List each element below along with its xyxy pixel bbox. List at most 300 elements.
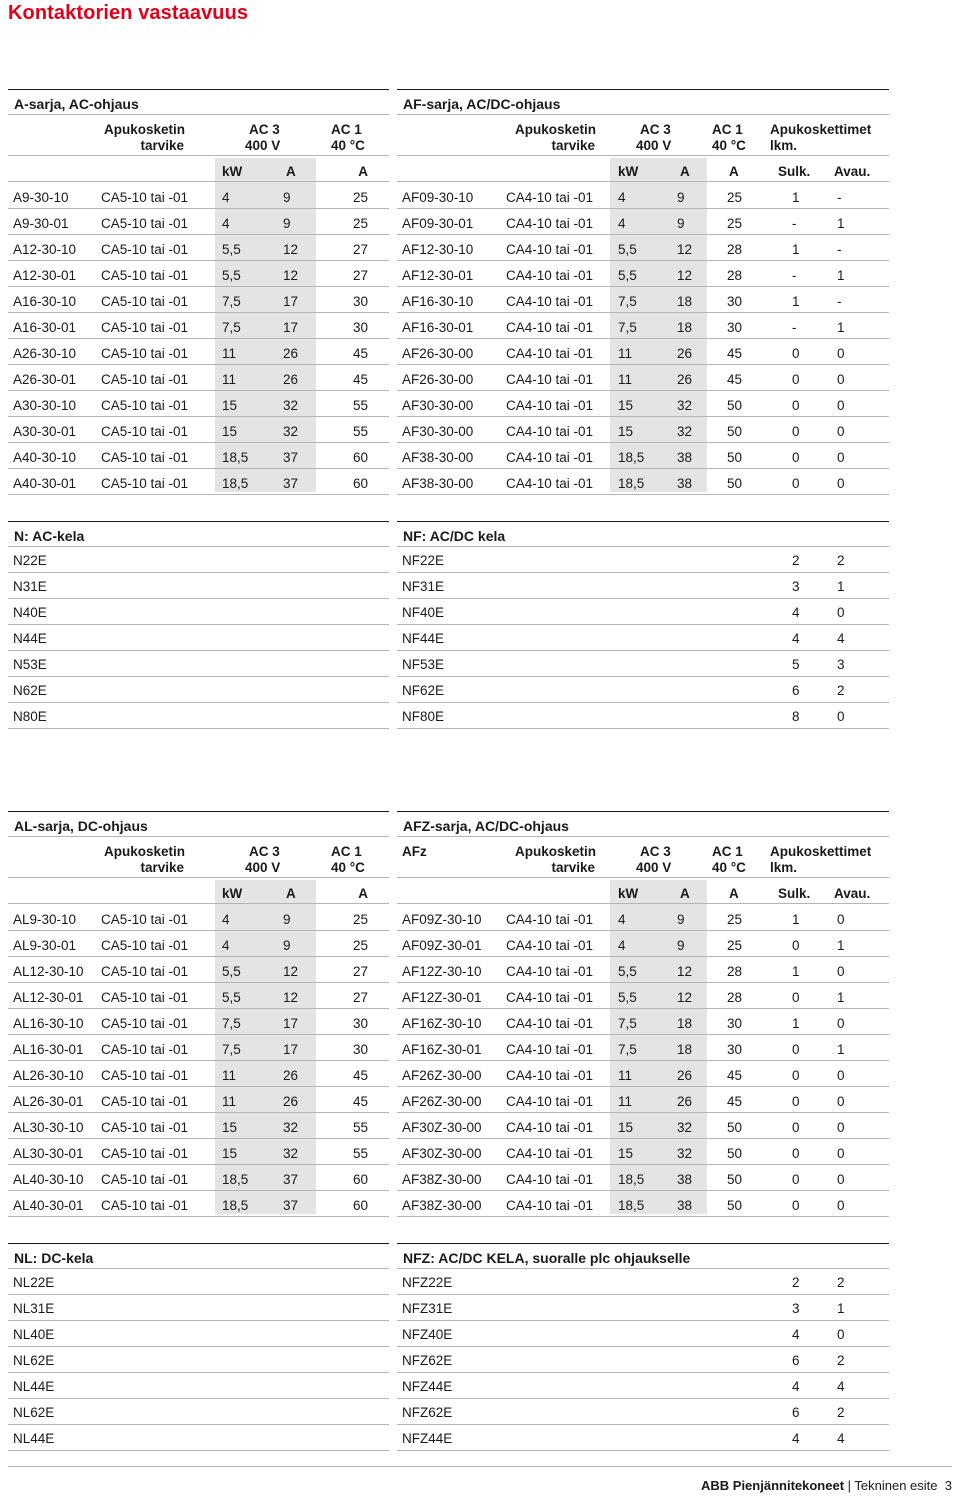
ac1-current-a: 27 xyxy=(352,268,368,283)
ac3-power-kw: 5,5 xyxy=(618,242,637,257)
ac1-current-a: 25 xyxy=(352,912,368,927)
contactor-type: A9-30-01 xyxy=(13,216,69,231)
coil-type: N22E xyxy=(13,553,47,568)
ac3-current-a: 26 xyxy=(677,1068,693,1083)
ac3-current-a: 12 xyxy=(283,964,299,979)
aux-opening-count: 1 xyxy=(837,1042,845,1057)
aux-opening-count: 0 xyxy=(837,1094,845,1109)
header-aux-2: tarvike xyxy=(140,860,184,875)
aux-closing-count: 0 xyxy=(792,1172,800,1187)
aux-opening-count: - xyxy=(837,190,842,205)
row-divider xyxy=(397,1164,889,1165)
unit-ac1-a: A xyxy=(729,164,739,179)
ac3-current-a: 12 xyxy=(677,242,693,257)
header-ac3-2: 400 V xyxy=(245,138,281,153)
aux-opening-count: 0 xyxy=(837,450,845,465)
ac1-current-a: 45 xyxy=(727,372,743,387)
ac3-power-kw: 7,5 xyxy=(222,320,241,335)
ac3-current-a: 38 xyxy=(677,1198,693,1213)
aux-contact-accessory: CA5-10 tai -01 xyxy=(101,450,189,465)
ac3-current-a: 32 xyxy=(283,1146,299,1161)
coil-opening-count: 2 xyxy=(837,1405,845,1420)
section-title: AFZ-sarja, AC/DC-ohjaus xyxy=(397,811,889,837)
ac3-power-kw: 5,5 xyxy=(618,268,637,283)
ac1-current-a: 30 xyxy=(352,1016,368,1031)
ac3-power-kw: 18,5 xyxy=(222,1198,249,1213)
section-title: NF: AC/DC kela xyxy=(397,521,889,547)
unit-kw: kW xyxy=(222,886,243,901)
ac1-current-a: 60 xyxy=(352,1198,368,1213)
coil-opening-count: 0 xyxy=(837,1327,845,1342)
footer-document: Tekninen esite xyxy=(854,1478,938,1493)
row-divider xyxy=(397,364,889,365)
coil-opening-count: 3 xyxy=(837,657,845,672)
ac3-power-kw: 11 xyxy=(222,1094,237,1109)
aux-contact-accessory: CA5-10 tai -01 xyxy=(101,1068,189,1083)
ac3-current-a: 17 xyxy=(283,1042,299,1057)
coil-type: NFZ44E xyxy=(402,1379,453,1394)
header-count-1: Apukoskettimet xyxy=(770,844,872,859)
aux-contact-accessory: CA4-10 tai -01 xyxy=(506,1094,594,1109)
row-divider xyxy=(8,1086,389,1087)
aux-opening-count: 0 xyxy=(837,346,845,361)
header-ac1-2: 40 °C xyxy=(712,860,746,875)
aux-contact-accessory: CA4-10 tai -01 xyxy=(506,268,594,283)
row-divider xyxy=(8,208,389,209)
row-divider xyxy=(397,468,889,469)
ac1-current-a: 25 xyxy=(727,216,743,231)
aux-closing-count: 0 xyxy=(792,424,800,439)
ac3-power-kw: 11 xyxy=(618,1068,633,1083)
header-ac3-1: AC 3 xyxy=(640,122,671,137)
header-aux-1: Apukosketin xyxy=(104,844,186,859)
ac1-current-a: 55 xyxy=(352,398,368,413)
ac3-current-a: 38 xyxy=(677,476,693,491)
coil-opening-count: 0 xyxy=(837,709,845,724)
ac3-power-kw: 15 xyxy=(222,1120,238,1135)
row-divider xyxy=(397,1346,889,1347)
ac3-current-a: 9 xyxy=(283,938,291,953)
row-divider xyxy=(397,1372,889,1373)
aux-opening-count: 0 xyxy=(837,1120,845,1135)
coil-closing-count: 4 xyxy=(792,1431,800,1446)
coil-type: NL31E xyxy=(13,1301,55,1316)
row-divider xyxy=(8,364,389,365)
contactor-type: AL12-30-01 xyxy=(13,990,84,1005)
aux-contact-accessory: CA4-10 tai -01 xyxy=(506,1172,594,1187)
row-divider xyxy=(8,260,389,261)
ac3-power-kw: 18,5 xyxy=(222,476,249,491)
row-divider xyxy=(8,1008,389,1009)
row-divider xyxy=(397,676,889,677)
aux-closing-count: - xyxy=(792,216,797,231)
header-ac3-1: AC 3 xyxy=(640,844,671,859)
ac3-power-kw: 7,5 xyxy=(222,1042,241,1057)
aux-contact-accessory: CA5-10 tai -01 xyxy=(101,1042,189,1057)
ac3-current-a: 38 xyxy=(677,1172,693,1187)
header-name: AFz xyxy=(402,844,427,859)
contactor-type: A30-30-10 xyxy=(13,398,77,413)
row-divider xyxy=(8,1034,389,1035)
unit-ac3-a: A xyxy=(680,164,690,179)
row-divider xyxy=(397,338,889,339)
header-ac1-2: 40 °C xyxy=(331,860,365,875)
aux-contact-accessory: CA5-10 tai -01 xyxy=(101,372,189,387)
ac3-power-kw: 4 xyxy=(618,216,626,231)
aux-contact-accessory: CA4-10 tai -01 xyxy=(506,1146,594,1161)
coil-type: NL40E xyxy=(13,1327,55,1342)
contactor-type: AL40-30-10 xyxy=(13,1172,84,1187)
contactor-type: AF12-30-10 xyxy=(402,242,474,257)
aux-contact-accessory: CA4-10 tai -01 xyxy=(506,1120,594,1135)
row-divider xyxy=(8,181,389,182)
row-divider xyxy=(8,598,389,599)
ac3-power-kw: 18,5 xyxy=(618,476,645,491)
ac3-power-kw: 7,5 xyxy=(618,294,637,309)
ac3-current-a: 12 xyxy=(677,990,693,1005)
unit-ac1-a: A xyxy=(358,886,368,901)
row-divider xyxy=(397,982,889,983)
ac3-current-a: 32 xyxy=(677,1146,693,1161)
coil-type: NL62E xyxy=(13,1405,55,1420)
unit-kw: kW xyxy=(618,164,639,179)
ac1-current-a: 27 xyxy=(352,964,368,979)
aux-opening-count: 0 xyxy=(837,1146,845,1161)
aux-opening-count: 0 xyxy=(837,1198,845,1213)
aux-contact-accessory: CA5-10 tai -01 xyxy=(101,476,189,491)
row-divider xyxy=(397,1294,889,1295)
coil-type: NL44E xyxy=(13,1379,55,1394)
coil-opening-count: 4 xyxy=(837,1379,845,1394)
row-divider xyxy=(8,1320,389,1321)
ac3-power-kw: 7,5 xyxy=(222,1016,241,1031)
coil-type: NF62E xyxy=(402,683,445,698)
contactor-type: AF09Z-30-01 xyxy=(402,938,482,953)
aux-opening-count: 1 xyxy=(837,990,845,1005)
row-divider xyxy=(397,155,889,156)
aux-closing-count: 0 xyxy=(792,398,800,413)
contactor-type: AF16Z-30-10 xyxy=(402,1016,482,1031)
coil-closing-count: 6 xyxy=(792,1405,800,1420)
ac3-power-kw: 11 xyxy=(618,346,633,361)
ac3-current-a: 37 xyxy=(283,450,299,465)
aux-opening-count: 0 xyxy=(837,912,845,927)
footer-brand: ABB Pienjännitekoneet xyxy=(701,1478,845,1493)
aux-contact-accessory: CA4-10 tai -01 xyxy=(506,1042,594,1057)
aux-contact-accessory: CA5-10 tai -01 xyxy=(101,294,189,309)
ac3-power-kw: 15 xyxy=(222,398,238,413)
ac1-current-a: 60 xyxy=(352,1172,368,1187)
ac1-current-a: 45 xyxy=(352,346,368,361)
coil-type: N40E xyxy=(13,605,47,620)
row-divider xyxy=(8,650,389,651)
aux-opening-count: 1 xyxy=(837,938,845,953)
coil-opening-count: 4 xyxy=(837,631,845,646)
row-divider xyxy=(8,956,389,957)
ac1-current-a: 45 xyxy=(352,1094,368,1109)
coil-type: NL44E xyxy=(13,1431,55,1446)
a-series-table xyxy=(8,89,389,497)
row-divider xyxy=(397,312,889,313)
contactor-type: AL30-30-10 xyxy=(13,1120,84,1135)
aux-opening-count: 1 xyxy=(837,268,845,283)
contactor-type: AF26Z-30-00 xyxy=(402,1068,482,1083)
aux-opening-count: 0 xyxy=(837,1068,845,1083)
aux-closing-count: 0 xyxy=(792,1094,800,1109)
aux-opening-count: 0 xyxy=(837,964,845,979)
contactor-type: AF26Z-30-00 xyxy=(402,1094,482,1109)
header-aux-1: Apukosketin xyxy=(104,122,186,137)
row-divider xyxy=(397,442,889,443)
aux-closing-count: 1 xyxy=(792,242,800,257)
coil-type: NFZ62E xyxy=(402,1353,453,1368)
aux-contact-accessory: CA4-10 tai -01 xyxy=(506,294,594,309)
contactor-type: AF26-30-00 xyxy=(402,372,474,387)
contactor-type: A40-30-01 xyxy=(13,476,77,491)
coil-opening-count: 2 xyxy=(837,1275,845,1290)
row-divider xyxy=(8,930,389,931)
ac1-current-a: 25 xyxy=(352,216,368,231)
contactor-type: AF12Z-30-01 xyxy=(402,990,482,1005)
page-footer xyxy=(701,1478,952,1493)
ac3-current-a: 32 xyxy=(283,1120,299,1135)
ac3-power-kw: 5,5 xyxy=(222,964,241,979)
row-divider xyxy=(8,702,389,703)
row-divider xyxy=(397,416,889,417)
unit-kw: kW xyxy=(618,886,639,901)
ac1-current-a: 55 xyxy=(352,424,368,439)
row-divider xyxy=(397,702,889,703)
header-count-2: lkm. xyxy=(770,138,798,153)
contactor-type: AF38Z-30-00 xyxy=(402,1172,482,1187)
ac3-power-kw: 5,5 xyxy=(618,990,637,1005)
row-divider xyxy=(8,1424,389,1425)
unit-closing: Sulk. xyxy=(778,164,811,179)
ac1-current-a: 50 xyxy=(727,450,743,465)
footer-separator: | xyxy=(844,1478,855,1493)
contactor-type: A26-30-01 xyxy=(13,372,77,387)
aux-contact-accessory: CA4-10 tai -01 xyxy=(506,346,594,361)
header-ac3-1: AC 3 xyxy=(249,844,280,859)
row-divider xyxy=(397,728,889,729)
coil-type: NF22E xyxy=(402,553,445,568)
coil-type: NL22E xyxy=(13,1275,55,1290)
ac3-current-a: 9 xyxy=(283,912,291,927)
aux-opening-count: - xyxy=(837,294,842,309)
section-title: NFZ: AC/DC KELA, suoralle plc ohjaukselle xyxy=(397,1243,889,1269)
header-ac3-2: 400 V xyxy=(636,138,672,153)
row-divider xyxy=(8,494,389,495)
row-divider xyxy=(8,155,389,156)
row-divider xyxy=(8,442,389,443)
ac3-power-kw: 15 xyxy=(618,1120,634,1135)
aux-contact-accessory: CA5-10 tai -01 xyxy=(101,398,189,413)
contactor-type: A9-30-10 xyxy=(13,190,69,205)
row-divider xyxy=(8,1190,389,1191)
row-divider xyxy=(397,234,889,235)
row-divider xyxy=(397,181,889,182)
row-divider xyxy=(8,1450,389,1451)
contactor-type: AF16-30-01 xyxy=(402,320,474,335)
contactor-type: AF12Z-30-10 xyxy=(402,964,482,979)
ac3-current-a: 9 xyxy=(677,938,685,953)
ac1-current-a: 30 xyxy=(727,320,743,335)
contactor-type: AF09-30-01 xyxy=(402,216,474,231)
aux-closing-count: 1 xyxy=(792,964,800,979)
aux-contact-accessory: CA4-10 tai -01 xyxy=(506,242,594,257)
coil-type: NF53E xyxy=(402,657,445,672)
ac3-current-a: 26 xyxy=(283,372,299,387)
contactor-type: AL16-30-10 xyxy=(13,1016,84,1031)
contactor-type: AF16Z-30-01 xyxy=(402,1042,482,1057)
ac3-current-a: 18 xyxy=(677,1042,693,1057)
aux-contact-accessory: CA5-10 tai -01 xyxy=(101,346,189,361)
ac3-current-a: 12 xyxy=(283,242,299,257)
aux-opening-count: 1 xyxy=(837,216,845,231)
ac3-power-kw: 11 xyxy=(222,372,237,387)
row-divider xyxy=(8,572,389,573)
aux-closing-count: 0 xyxy=(792,1068,800,1083)
contactor-type: AL16-30-01 xyxy=(13,1042,84,1057)
aux-closing-count: 0 xyxy=(792,938,800,953)
ac3-power-kw: 4 xyxy=(222,190,230,205)
aux-closing-count: - xyxy=(792,268,797,283)
coil-opening-count: 2 xyxy=(837,683,845,698)
header-count-2: lkm. xyxy=(770,860,798,875)
ac1-current-a: 28 xyxy=(727,964,743,979)
coil-closing-count: 4 xyxy=(792,605,800,620)
contactor-type: A12-30-10 xyxy=(13,242,77,257)
ac1-current-a: 25 xyxy=(352,938,368,953)
header-ac1-1: AC 1 xyxy=(712,122,743,137)
row-divider xyxy=(397,572,889,573)
ac3-power-kw: 11 xyxy=(222,346,237,361)
contactor-type: A40-30-10 xyxy=(13,450,77,465)
ac1-current-a: 25 xyxy=(352,190,368,205)
row-divider xyxy=(397,930,889,931)
aux-closing-count: 0 xyxy=(792,450,800,465)
contactor-type: AL9-30-10 xyxy=(13,912,77,927)
aux-contact-accessory: CA4-10 tai -01 xyxy=(506,938,594,953)
al-series-table xyxy=(8,811,389,1219)
ac3-current-a: 18 xyxy=(677,320,693,335)
row-divider xyxy=(397,1060,889,1061)
row-divider xyxy=(8,1346,389,1347)
aux-opening-count: 0 xyxy=(837,1016,845,1031)
coil-type: NFZ62E xyxy=(402,1405,453,1420)
contactor-type: A16-30-10 xyxy=(13,294,77,309)
contactor-type: AF38Z-30-00 xyxy=(402,1198,482,1213)
coil-closing-count: 3 xyxy=(792,1301,800,1316)
aux-contact-accessory: CA5-10 tai -01 xyxy=(101,216,189,231)
aux-contact-accessory: CA4-10 tai -01 xyxy=(506,190,594,205)
ac3-current-a: 17 xyxy=(283,294,299,309)
ac1-current-a: 25 xyxy=(727,190,743,205)
unit-ac3-a: A xyxy=(286,886,296,901)
ac3-power-kw: 15 xyxy=(222,424,238,439)
section-title: N: AC-kela xyxy=(8,521,389,547)
row-divider xyxy=(8,1164,389,1165)
aux-contact-accessory: CA5-10 tai -01 xyxy=(101,242,189,257)
unit-opening: Avau. xyxy=(834,886,871,901)
ac3-power-kw: 7,5 xyxy=(222,294,241,309)
ac3-power-kw: 4 xyxy=(618,912,626,927)
ac3-current-a: 9 xyxy=(283,216,291,231)
contactor-type: AF30Z-30-00 xyxy=(402,1120,482,1135)
aux-contact-accessory: CA5-10 tai -01 xyxy=(101,424,189,439)
ac3-power-kw: 18,5 xyxy=(618,450,645,465)
ac3-current-a: 9 xyxy=(677,912,685,927)
contactor-type: AF30-30-00 xyxy=(402,424,474,439)
aux-closing-count: 0 xyxy=(792,346,800,361)
ac1-current-a: 45 xyxy=(727,346,743,361)
aux-closing-count: 1 xyxy=(792,190,800,205)
contactor-type: AF09Z-30-10 xyxy=(402,912,482,927)
row-divider xyxy=(397,286,889,287)
aux-opening-count: 0 xyxy=(837,424,845,439)
header-count-1: Apukoskettimet xyxy=(770,122,872,137)
contactor-type: AL40-30-01 xyxy=(13,1198,84,1213)
aux-opening-count: - xyxy=(837,242,842,257)
row-divider xyxy=(397,1190,889,1191)
row-divider xyxy=(8,1216,389,1217)
ac1-current-a: 45 xyxy=(352,1068,368,1083)
unit-closing: Sulk. xyxy=(778,886,811,901)
aux-contact-accessory: CA5-10 tai -01 xyxy=(101,1094,189,1109)
aux-closing-count: 0 xyxy=(792,990,800,1005)
ac1-current-a: 28 xyxy=(727,990,743,1005)
ac3-power-kw: 7,5 xyxy=(618,320,637,335)
unit-ac3-a: A xyxy=(286,164,296,179)
row-divider xyxy=(397,1034,889,1035)
ac3-current-a: 37 xyxy=(283,1198,299,1213)
aux-contact-accessory: CA4-10 tai -01 xyxy=(506,476,594,491)
row-divider xyxy=(397,1398,889,1399)
row-divider xyxy=(8,1112,389,1113)
header-aux-2: tarvike xyxy=(551,138,595,153)
ac3-power-kw: 5,5 xyxy=(222,268,241,283)
ac1-current-a: 25 xyxy=(727,912,743,927)
coil-closing-count: 4 xyxy=(792,1327,800,1342)
ac1-current-a: 60 xyxy=(352,450,368,465)
header-aux-2: tarvike xyxy=(140,138,184,153)
ac1-current-a: 50 xyxy=(727,476,743,491)
coil-type: N44E xyxy=(13,631,47,646)
ac1-current-a: 30 xyxy=(727,1016,743,1031)
unit-ac1-a: A xyxy=(358,164,368,179)
header-ac3-2: 400 V xyxy=(636,860,672,875)
ac3-current-a: 18 xyxy=(677,1016,693,1031)
header-aux-1: Apukosketin xyxy=(515,122,597,137)
ac3-power-kw: 4 xyxy=(222,938,230,953)
ac3-current-a: 32 xyxy=(283,424,299,439)
aux-opening-count: 0 xyxy=(837,398,845,413)
row-divider xyxy=(8,1294,389,1295)
coil-opening-count: 1 xyxy=(837,1301,845,1316)
row-divider xyxy=(8,624,389,625)
ac1-current-a: 50 xyxy=(727,398,743,413)
row-divider xyxy=(397,1320,889,1321)
row-divider xyxy=(8,468,389,469)
coil-closing-count: 2 xyxy=(792,1275,800,1290)
ac3-power-kw: 18,5 xyxy=(222,450,249,465)
af-series-table xyxy=(397,89,889,497)
aux-closing-count: 0 xyxy=(792,1042,800,1057)
ac1-current-a: 30 xyxy=(727,1042,743,1057)
row-divider xyxy=(397,1112,889,1113)
header-ac1-1: AC 1 xyxy=(331,844,362,859)
aux-contact-accessory: CA5-10 tai -01 xyxy=(101,964,189,979)
